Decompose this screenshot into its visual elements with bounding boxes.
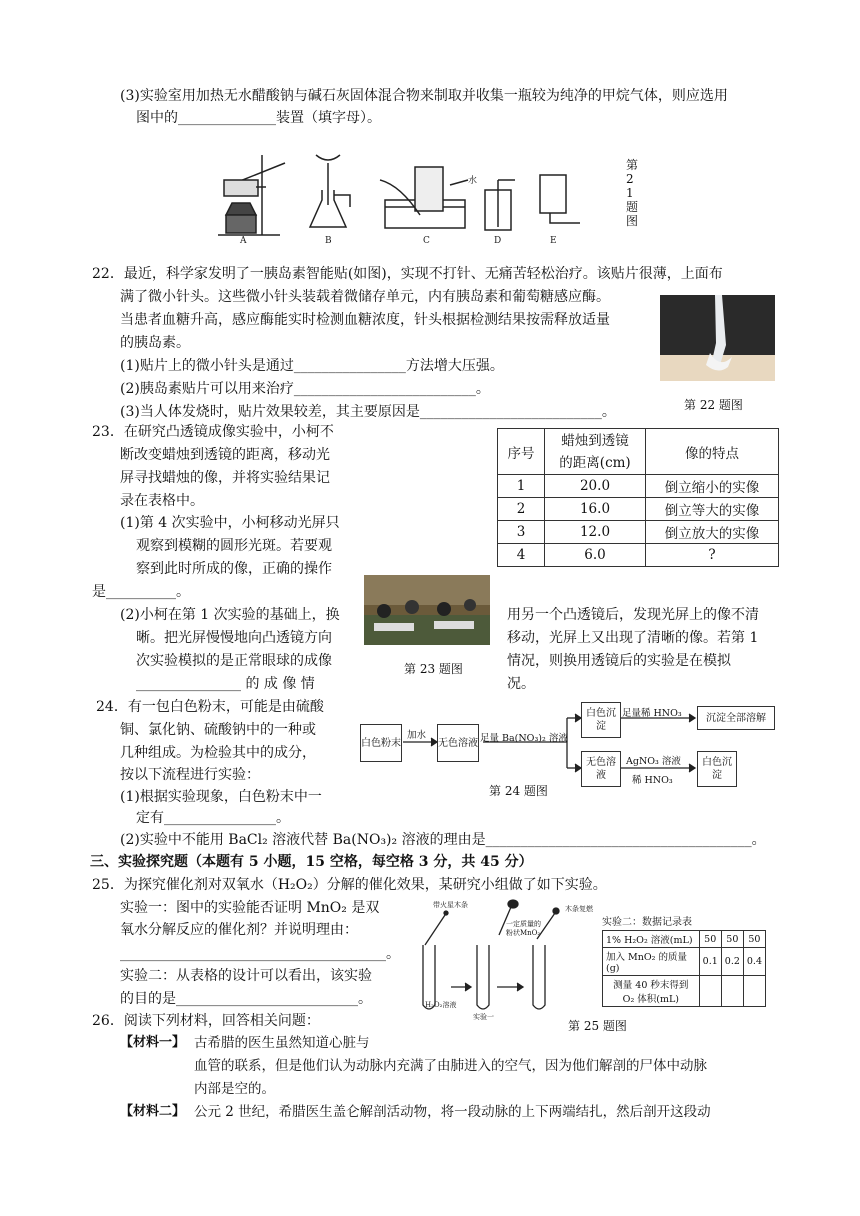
q23-line-9a: (2)小柯在第 1 次实验的基础上，换 <box>120 607 340 623</box>
classroom-photo <box>364 575 490 645</box>
q23-line-3: 屏寻找蜡烛的像，并将实验结果记 <box>120 470 330 486</box>
q22-line-4: 的胰岛素。 <box>120 335 190 351</box>
q26-m1-line-3: 内部是空的。 <box>194 1081 275 1097</box>
q23-line-12b: 况。 <box>507 676 535 692</box>
flow-add-bano3: 足量 Ba(NO₃)₂ 溶液 <box>480 733 568 744</box>
q26-line-1: 26．阅读下列材料，回答相关问题： <box>92 1013 320 1029</box>
q21-fig-caption: 第21题图 <box>626 158 639 228</box>
label-c: C <box>423 236 430 245</box>
q21-apparatus-figure <box>210 145 630 245</box>
q23-line-2: 断改变蜡烛到透镜的距离，移动光 <box>120 447 330 463</box>
q22-line-6: (2)胰岛素贴片可以用来治疗__________________________。 <box>120 381 490 397</box>
q26-m2-line-1: 公元 2 世纪，希腊医生盖仑解剖活动物，将一段动脉的上下两端结扎，然后剖开这段动 <box>194 1104 711 1120</box>
flow-precipitate-dissolves: 沉淀全部溶解 <box>697 706 775 730</box>
flow-colorless-solution-2: 无色溶液 <box>581 751 621 787</box>
flow-add-hno3: 足量稀 HNO₃ <box>622 708 682 719</box>
q23-line-11a: 次实验模拟的是正常眼球的成像 <box>136 653 332 669</box>
q25-line-4: ______________________________________。 <box>120 946 400 962</box>
relight-label: 木条复燃 <box>565 905 593 913</box>
q22-fig-caption: 第 22 题图 <box>684 398 743 412</box>
table-row: 测量 40 秒末得到 O₂ 体积(mL) <box>603 976 766 1007</box>
apparatus-b <box>310 155 350 227</box>
table-row: 4 6.0 ? <box>498 544 779 567</box>
q23-line-1: 23．在研究凸透镜成像实验中，小柯不 <box>92 424 334 440</box>
q22-line-1: 22．最近，科学家发明了一胰岛素智能贴(如图)，实现不打针、无痛苦轻松治疗。该贴片很薄，上面布 <box>92 266 723 282</box>
q24-line-4: 按以下流程进行实验： <box>120 767 260 783</box>
q24-line-3: 几种组成。为检验其中的成分， <box>120 745 316 761</box>
flow-white-powder: 白色粉末 <box>360 724 402 762</box>
q23-line-6: 观察到模糊的圆形光斑。若要观 <box>136 538 332 554</box>
q23-line-7: 察到此时所成的像，正确的操作 <box>136 561 332 577</box>
q25-line-6: 的目的是__________________________。 <box>120 991 372 1007</box>
insulin-patch-photo <box>660 295 775 381</box>
q24-line-2: 铜、氯化钠、硫酸钠中的一种或 <box>120 722 316 738</box>
exp1-label: 实验一 <box>473 1013 494 1020</box>
apparatus-d <box>485 180 515 230</box>
flow-white-precipitate-2: 白色沉淀 <box>697 751 737 787</box>
material-1-tag: 【材料一】 <box>120 1035 186 1050</box>
table-header: 蜡烛到透镜 的距离(cm) <box>545 429 646 475</box>
exp2-data-table <box>602 930 766 1007</box>
q22-line-7: (3)当人体发烧时，贴片效果较差，其主要原因是__________________________。 <box>120 404 616 420</box>
q23-line-10a: 晰。把光屏慢慢地向凸透镜方向 <box>136 630 332 646</box>
q24-line-1: 24．有一包白色粉末，可能是由硫酸 <box>96 699 324 715</box>
q25-fig-caption: 第 25 题图 <box>568 1019 627 1033</box>
q25-line-3: 氧水分解反应的催化剂？并说明理由： <box>120 922 358 938</box>
flow-white-precipitate-1: 白色沉淀 <box>581 702 621 738</box>
q21-line-2: 图中的______________装置（填字母）。 <box>136 110 381 126</box>
label-b: B <box>325 236 332 245</box>
apparatus-e <box>540 175 580 223</box>
q23-line-11b: 情况，则换用透镜后的实验是在模拟 <box>507 653 731 669</box>
section-3-heading: 三、实验探究题（本题有 5 小题，15 空格，每空格 3 分，共 45 分） <box>90 854 533 870</box>
q23-line-4: 录在表格中。 <box>120 493 204 509</box>
q24-line-7: (2)实验中不能用 BaCl₂ 溶液代替 Ba(NO₃)₂ 溶液的理由是______________________________________。 <box>120 832 766 848</box>
q23-line-9b: 用另一个凸透镜后，发现光屏上的像不清 <box>507 607 759 623</box>
q22-line-5: (1)贴片上的微小针头是通过________________方法增大压强。 <box>120 358 504 374</box>
spark-splint-label: 带火星木条 <box>433 901 468 909</box>
q22-line-2: 满了微小针头。这些微小针头装载着微储存单元，内有胰岛素和葡萄糖感应酶。 <box>120 289 610 305</box>
table-row: 1% H₂O₂ 溶液(mL) 50 50 50 <box>603 931 766 948</box>
q26-m1-line-2: 血管的联系，但是他们认为动脉内充满了由肺进入的空气，因为他们解剖的尸体中动脉 <box>194 1058 707 1074</box>
apparatus-c <box>380 167 468 228</box>
flow-colorless-solution-1: 无色溶液 <box>437 724 479 762</box>
q25-line-5: 实验二：从表格的设计可以看出，该实验 <box>120 968 372 984</box>
mno2-label: 一定质量的粉状MnO₂ <box>506 920 541 937</box>
h2o2-label: H₂O₂溶液 <box>425 1001 457 1009</box>
q24-line-6: 定有________________。 <box>136 810 290 826</box>
q21-line-1: (3)实验室用加热无水醋酸钠与碱石灰固体混合物来制取并收集一瓶较为纯净的甲烷气体，则应选用 <box>120 88 728 104</box>
table-row: 3 12.0 倒立放大的实像 <box>498 521 779 544</box>
q23-fig-caption: 第 23 题图 <box>404 662 463 676</box>
water-label: 水 <box>468 176 478 186</box>
q23-results-table <box>497 428 779 567</box>
label-d: D <box>494 236 502 245</box>
exp2-table-title: 实验二：数据记录表 <box>602 917 692 928</box>
q24-line-5: (1)根据实验现象，白色粉末中一 <box>120 789 322 805</box>
apparatus-a <box>218 155 285 235</box>
q24-fig-caption: 第 24 题图 <box>489 784 548 798</box>
table-row: 1 20.0 倒立缩小的实像 <box>498 475 779 498</box>
q26-m1-line-1: 古希腊的医生虽然知道心脏与 <box>194 1035 370 1051</box>
flow-dilute-hno3: 稀 HNO₃ <box>632 775 673 786</box>
material-2-tag: 【材料二】 <box>120 1104 186 1119</box>
q23-line-10b: 移动，光屏上又出现了清晰的像。若第 1 <box>507 630 759 646</box>
q25-line-2: 实验一：图中的实验能否证明 MnO₂ 是双 <box>120 900 380 916</box>
q25-line-1: 25．为探究催化剂对双氧水（H₂O₂）分解的催化效果，某研究小组做了如下实验。 <box>92 877 607 893</box>
label-a: A <box>240 236 247 245</box>
q22-line-3: 当患者血糖升高，感应酶能实时检测血糖浓度，针头根据检测结果按需释放适量 <box>120 312 610 328</box>
flow-add-agno3: AgNO₃ 溶液 <box>626 756 681 767</box>
table-header: 像的特点 <box>646 429 779 475</box>
table-row: 加入 MnO₂ 的质量(g) 0.1 0.2 0.4 <box>603 948 766 976</box>
q23-line-12a: _______________ 的 成 像 情 <box>136 676 315 692</box>
label-e: E <box>550 236 557 245</box>
table-header: 序号 <box>498 429 545 475</box>
table-row: 2 16.0 倒立等大的实像 <box>498 498 779 521</box>
flow-add-water: 加水 <box>407 730 427 741</box>
q23-line-5: (1)第 4 次实验中，小柯移动光屏只 <box>120 515 340 531</box>
q23-line-8: 是__________。 <box>92 584 190 600</box>
